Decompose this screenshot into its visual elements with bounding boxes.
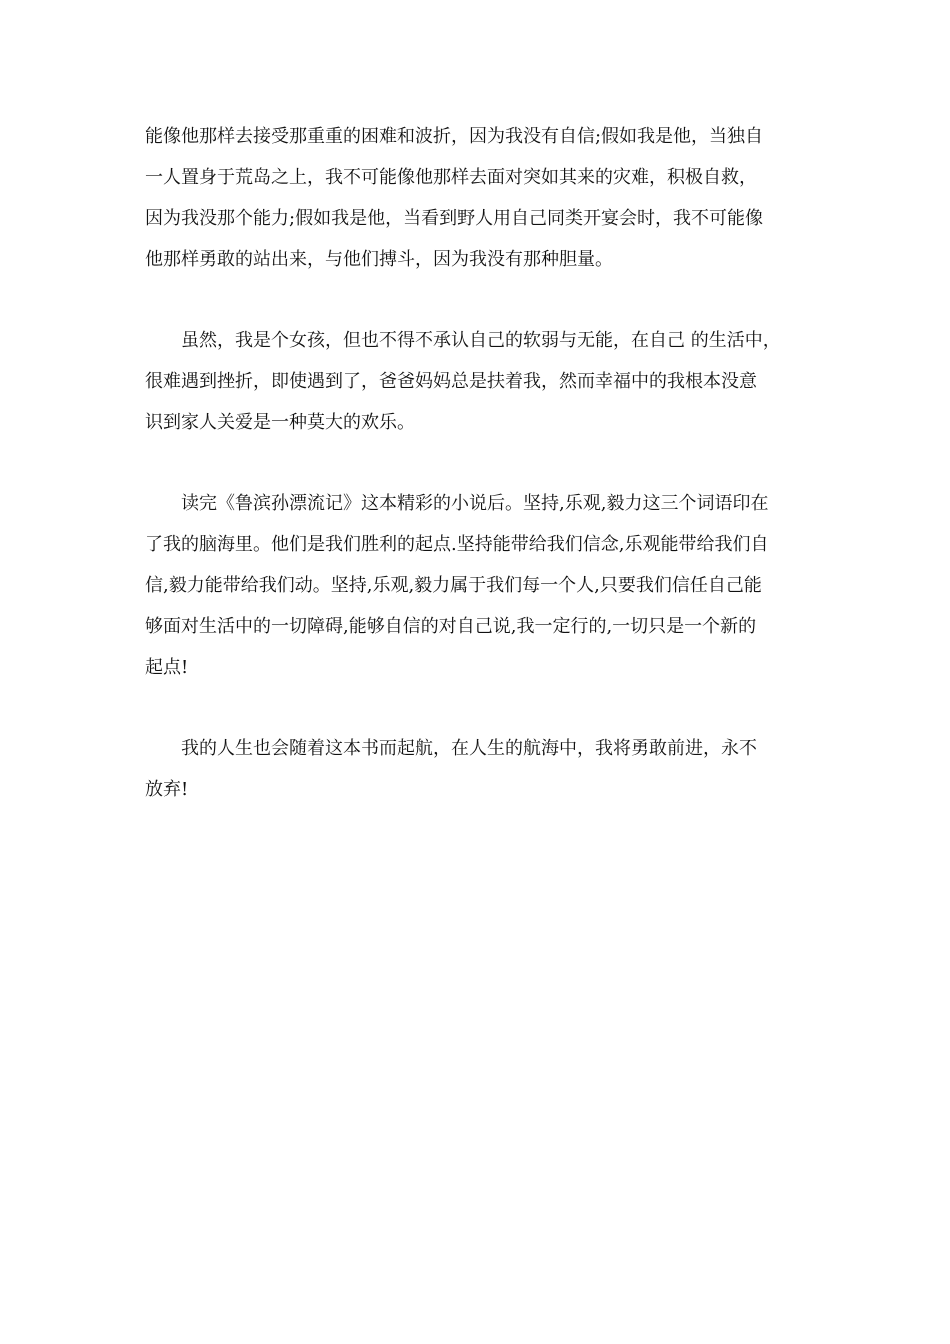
text-line: 因为我没那个能力;假如我是他，当看到野人用自己同类开宴会时，我不可能像	[145, 208, 764, 229]
text-line: 读完《鲁滨孙漂流记》这本精彩的小说后。坚持,乐观,毅力这三个词语印在	[145, 493, 769, 514]
document-body	[145, 116, 810, 850]
text-line: 信,毅力能带给我们动。坚持,乐观,毅力属于我们每一个人,只要我们信任自己能	[145, 575, 762, 596]
text-line: 一人置身于荒岛之上，我不可能像他那样去面对突如其来的灾难，积极自救，	[145, 167, 757, 188]
text-line: 我的人生也会随着这本书而起航，在人生的航海中，我将勇敢前进，永不	[145, 738, 757, 759]
text-line: 识到家人关爱是一种莫大的欢乐。	[145, 412, 415, 433]
text-line: 他那样勇敢的站出来，与他们搏斗，因为我没有那种胆量。	[145, 249, 613, 270]
text-line: 虽然，我是个女孩，但也不得不承认自己的软弱与无能，在自己 的生活中，	[145, 330, 781, 351]
text-line: 起点!	[145, 657, 189, 678]
text-line: 了我的脑海里。他们是我们胜利的起点.坚持能带给我们信念,乐观能带给我们自	[145, 534, 769, 555]
text-line: 放弃!	[145, 779, 189, 800]
text-line: 很难遇到挫折，即使遇到了，爸爸妈妈总是扶着我，然而幸福中的我根本没意	[145, 371, 757, 392]
text-line: 能像他那样去接受那重重的困难和波折，因为我没有自信;假如我是他，当独自	[145, 126, 764, 147]
paragraph-4	[145, 728, 810, 810]
paragraph-2	[145, 320, 810, 443]
paragraph-3	[145, 483, 810, 688]
text-line: 够面对生活中的一切障碍,能够自信的对自己说,我一定行的,一切只是一个新的	[145, 616, 757, 637]
paragraph-1	[145, 116, 810, 280]
